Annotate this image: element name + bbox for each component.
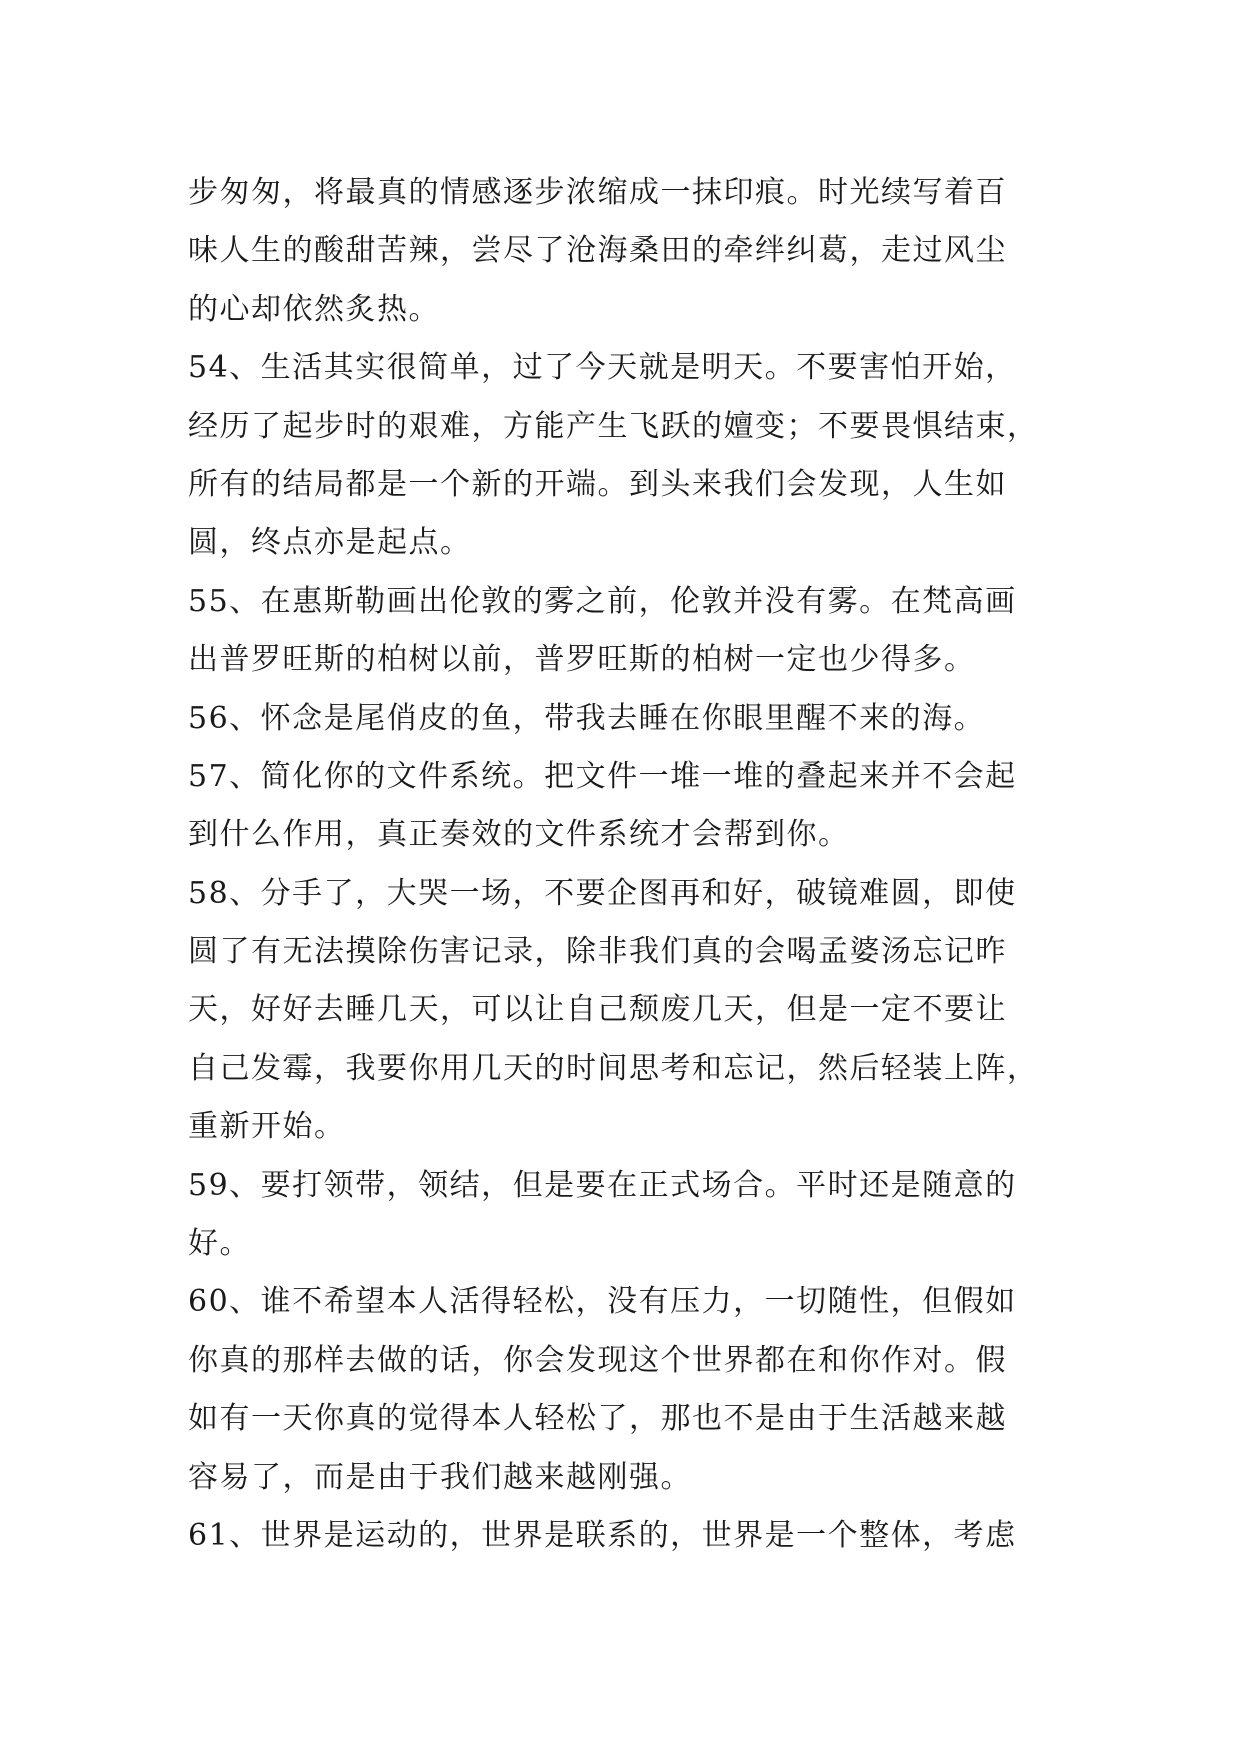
text-line: 61、世界是运动的，世界是联系的，世界是一个整体，考虑 — [188, 1517, 1017, 1553]
text-line: 好。 — [188, 1226, 251, 1262]
text-line: 如有一天你真的觉得本人轻松了，那也不是由于生活越来越 — [188, 1401, 1007, 1437]
text-line: 56、怀念是尾俏皮的鱼，带我去睡在你眼里醒不来的海。 — [188, 700, 986, 736]
text-line: 的心却依然炙热。 — [188, 291, 440, 327]
text-line: 步匆匆，将最真的情感逐步浓缩成一抹印痕。时光续写着百 — [188, 175, 1007, 210]
text-line: 自己发霉，我要你用几天的时间思考和忘记，然后轻装上阵， — [188, 1050, 1039, 1086]
text-line: 容易了，而是由于我们越来越刚强。 — [188, 1459, 692, 1495]
text-line: 54、生活其实很简单，过了今天就是明天。不要害怕开始， — [188, 350, 1017, 386]
text-line: 天，好好去睡几天，可以让自己颓废几天，但是一定不要让 — [188, 992, 1007, 1028]
text-line: 重新开始。 — [188, 1109, 346, 1145]
text-line: 经历了起步时的艰难，方能产生飞跃的嬗变；不要畏惧结束， — [188, 408, 1039, 444]
text-line: 你真的那样去做的话，你会发现这个世界都在和你作对。假 — [188, 1342, 1007, 1378]
text-line: 60、谁不希望本人活得轻松，没有压力，一切随性，但假如 — [188, 1284, 1017, 1320]
text-line: 味人生的酸甜苦辣，尝尽了沧海桑田的牵绊纠葛，走过风尘 — [188, 233, 1007, 269]
text-line: 59、要打领带，领结，但是要在正式场合。平时还是随意的 — [188, 1167, 1017, 1203]
text-line: 圆，终点亦是起点。 — [188, 525, 472, 561]
text-line: 所有的结局都是一个新的开端。到头来我们会发现，人生如 — [188, 466, 1007, 502]
text-line: 57、简化你的文件系统。把文件一堆一堆的叠起来并不会起 — [188, 758, 1017, 794]
body-text — [188, 164, 1068, 1565]
text-line: 到什么作用，真正奏效的文件系统才会帮到你。 — [188, 817, 850, 853]
text-line: 圆了有无法摸除伤害记录，除非我们真的会喝孟婆汤忘记昨 — [188, 934, 1007, 970]
text-line: 58、分手了，大哭一场，不要企图再和好，破镜难圆，即使 — [188, 875, 1017, 911]
text-line: 55、在惠斯勒画出伦敦的雾之前，伦敦并没有雾。在梵高画 — [188, 583, 1017, 619]
text-line: 出普罗旺斯的柏树以前，普罗旺斯的柏树一定也少得多。 — [188, 642, 976, 678]
